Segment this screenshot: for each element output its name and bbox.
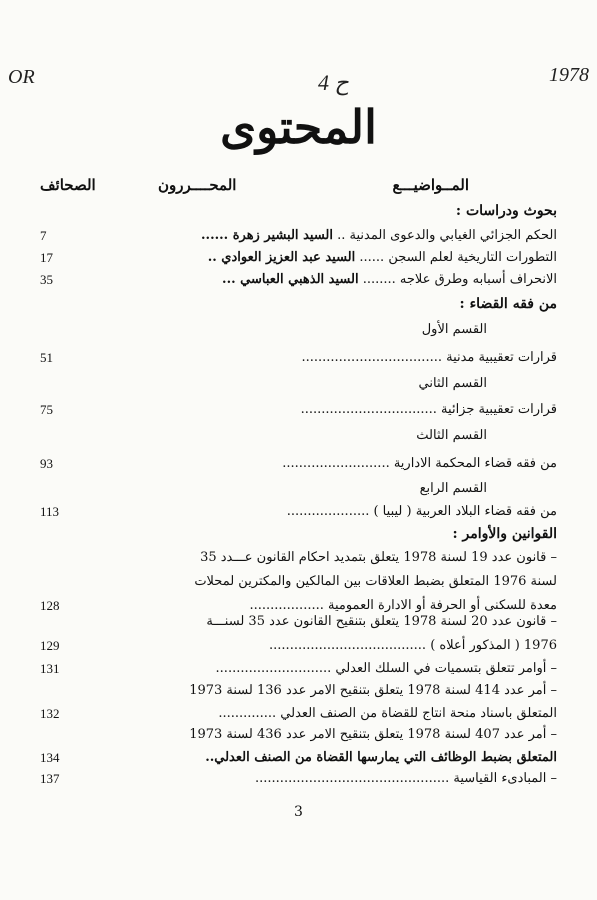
handwritten-note-center: ح 4 [318, 70, 349, 95]
toc-entry: 1976 ( المذكور أعلاه ) ...................................... 129 [40, 638, 557, 653]
toc-entry: الحكم الجزائي الغيابي والدعوى المدنية .. السيد البشير زهرة ...... 7 [40, 228, 557, 243]
column-header-editors: المحــــررون [158, 176, 237, 194]
toc-entry: التطورات التاريخية لعلم السجن ...... السيد عبد العزيز العوادي .. 17 [40, 250, 557, 265]
page-title: المحتوى [220, 100, 377, 154]
entry-page: 51 [40, 350, 53, 365]
part-title: القسم الأول [421, 322, 487, 337]
toc-entry: – المبادىء القياسية ............................................... 137 [40, 771, 557, 786]
page-number: 3 [294, 804, 303, 820]
law-entry-line: – قانون عدد 20 لسنة 1978 يتعلق بتنقيح القانون عدد 35 لسنـــة [206, 614, 557, 629]
entry-page: 35 [40, 272, 53, 287]
entry-page: 93 [40, 456, 53, 471]
entry-page: 113 [40, 504, 60, 519]
part-title: القسم الرابع [419, 481, 487, 496]
toc-entry: قرارات تعقيبية جزائية ................................. 75 [40, 402, 557, 417]
entry-page: 132 [40, 706, 60, 721]
law-entry-line: – أمر عدد 407 لسنة 1978 يتعلق بتنقيح الامر عدد 436 لسنة 1973 [189, 727, 557, 742]
column-header-pages: الصحائف [40, 176, 96, 194]
section-heading-jurisprudence: من فقه القضاء : [459, 296, 557, 312]
entry-author: السيد الذهبي العباسي ... [222, 272, 359, 287]
entry-page: 129 [40, 638, 60, 653]
law-entry-line: – أمر عدد 414 لسنة 1978 يتعلق بتنقيح الامر عدد 136 لسنة 1973 [189, 683, 557, 698]
law-entry-line: لسنة 1976 المتعلق بضبط العلاقات بين المالكين والمكترين لمحلات [194, 574, 557, 589]
entry-page: 131 [40, 661, 60, 676]
toc-entry: من فقه قضاء المحكمة الادارية .......................... 93 [40, 456, 557, 471]
entry-author: السيد عبد العزيز العوادي .. [207, 250, 356, 265]
entry-page: 7 [40, 228, 47, 243]
toc-entry: الانحراف أسبابه وطرق علاجه ........ السيد الذهبي العباسي ... 35 [40, 272, 557, 287]
entry-page: 17 [40, 250, 53, 265]
law-entry-line: – قانون عدد 19 لسنة 1978 يتعلق بتمديد احكام القانون عـــدد 35 [200, 550, 557, 565]
section-heading-research: بحوث ودراسات : [455, 203, 557, 219]
part-title: القسم الثاني [418, 376, 487, 391]
column-header-topics: المــواضيـــع [392, 176, 469, 194]
handwritten-year: 1978 [549, 64, 589, 86]
entry-page: 134 [40, 750, 60, 765]
section-heading-laws: القوانين والأوامر : [452, 526, 557, 542]
toc-entry: من فقه قضاء البلاد العربية ( ليبيا ) .................... 113 [40, 504, 557, 519]
part-title: القسم الثالث [416, 428, 487, 443]
toc-entry: قرارات تعقيبية مدنية .................................. 51 [40, 350, 557, 365]
entry-author: السيد البشير زهرة ...... [201, 228, 333, 243]
handwritten-note-left: OR [8, 66, 35, 88]
entry-page: 75 [40, 402, 53, 417]
entry-page: 137 [40, 771, 60, 786]
toc-entry: المتعلق بضبط الوظائف التي يمارسها القضاة من الصنف العدلي.. 134 [40, 750, 557, 765]
entry-page: 128 [40, 598, 60, 613]
toc-entry: المتعلق باسناد منحة انتاج للقضاة من الصنف العدلي .............. 132 [40, 706, 557, 721]
toc-entry: معدة للسكنى أو الحرفة أو الادارة العمومية .................. 128 [40, 598, 557, 613]
toc-entry: – أوامر تتعلق بتسميات في السلك العدلي ............................ 131 [40, 661, 557, 676]
